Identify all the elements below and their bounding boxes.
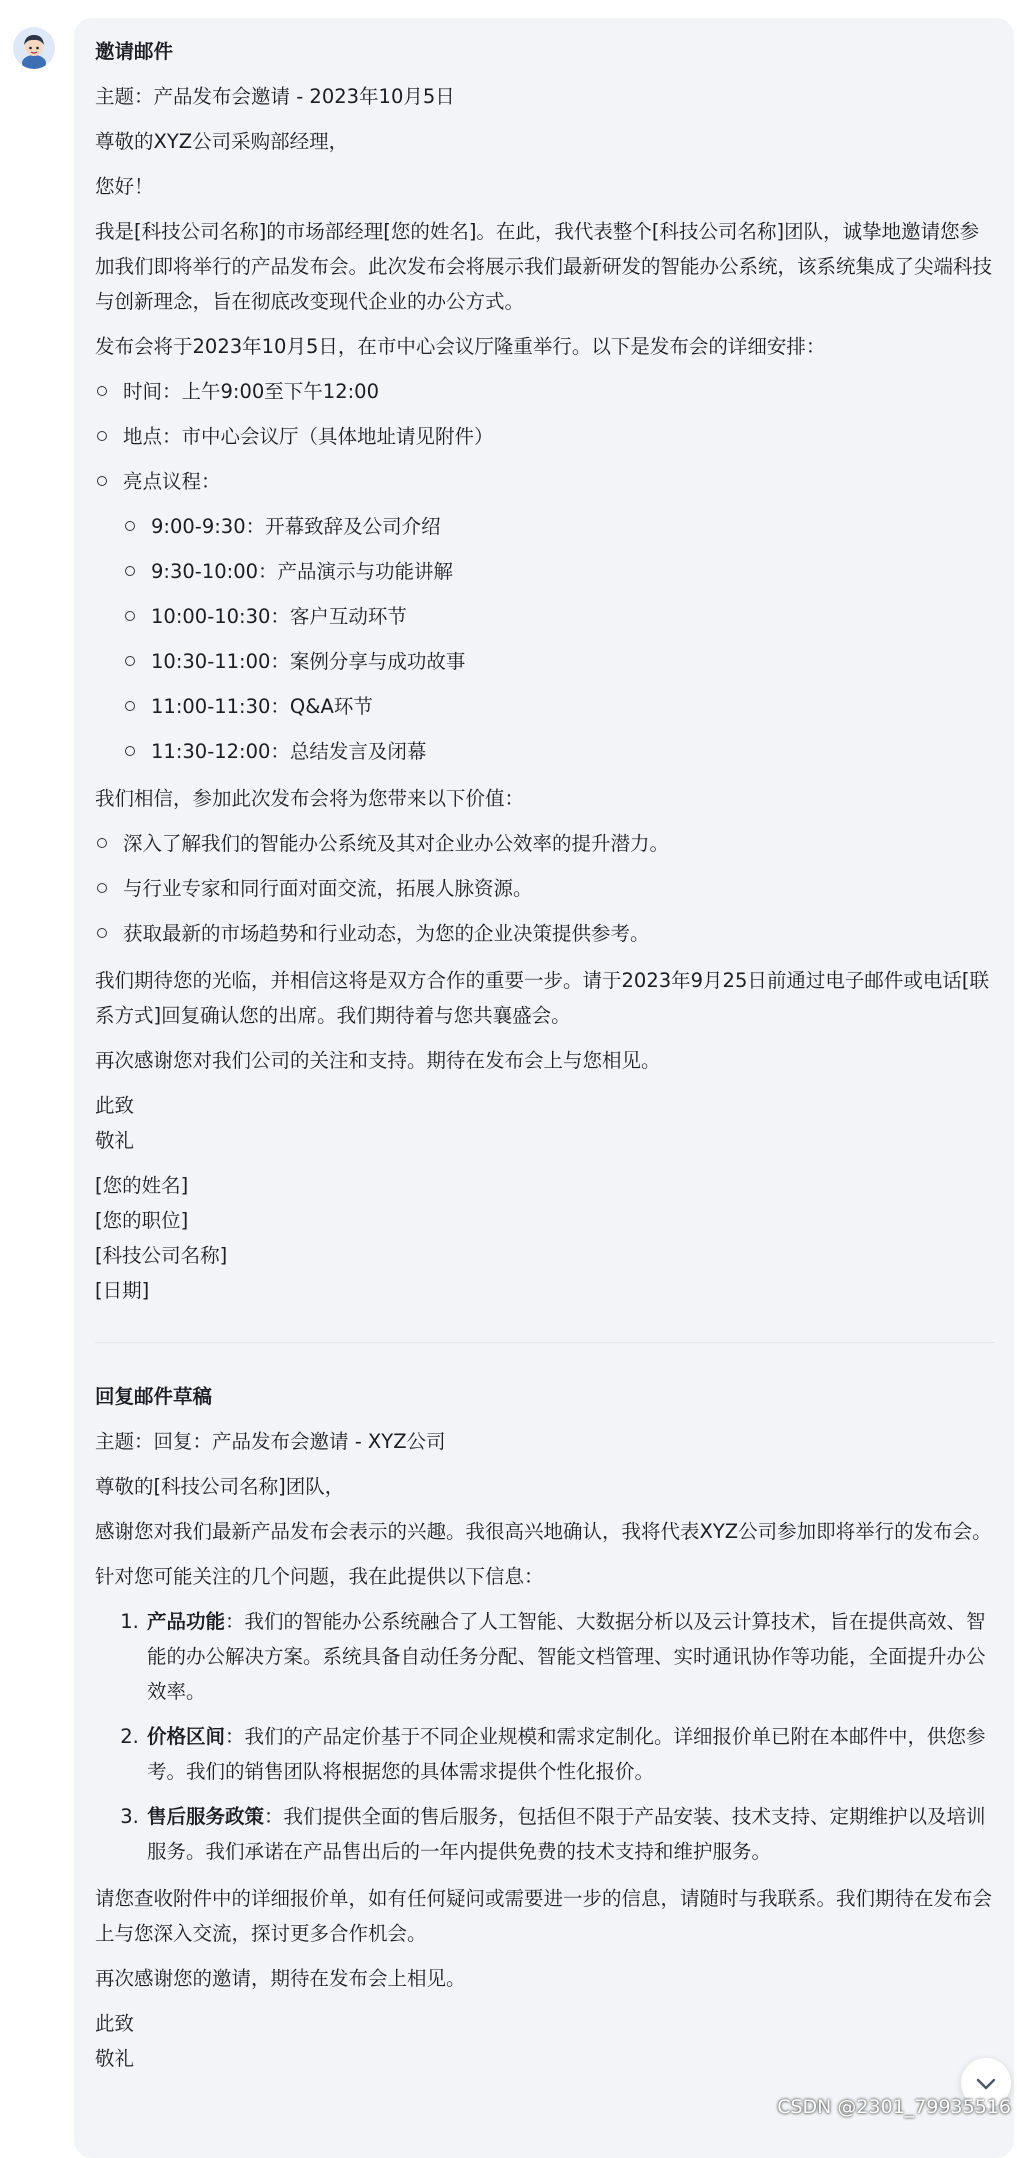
list-item: 时间：上午9:00至下午12:00 xyxy=(95,374,995,409)
invite-rsvp: 我们期待您的光临，并相信这将是双方合作的重要一步。请于2023年9月25日前通过电子邮件或电话[联系方式]回复确认您的出席。我们期待着与您共襄盛会。 xyxy=(95,969,989,1027)
reply-salutation: 尊敬的[科技公司名称]团队， xyxy=(95,1475,345,1498)
reply-confirm: 感谢您对我们最新产品发布会表示的兴趣。我很高兴地确认，我将代表XYZ公司参加即将举行的发布会。 xyxy=(95,1520,992,1543)
watermark: CSDN @2301_79935516 xyxy=(777,2096,1011,2118)
list-item: 9:00-9:30：开幕致辞及公司介绍 xyxy=(123,509,995,544)
item-text: ：我们提供全面的售后服务，包括但不限于产品安装、技术支持、定期维护以及培训服务。我们承诺在产品售出后的一年内提供免费的技术支持和维护服务。 xyxy=(147,1805,986,1863)
assistant-avatar-icon xyxy=(13,27,55,69)
reply-thanks: 再次感谢您的邀请，期待在发布会上相见。 xyxy=(95,1967,466,1990)
list-item: 11:30-12:00：总结发言及闭幕 xyxy=(123,734,995,769)
reply-info-intro: 针对您可能关注的几个问题，我在此提供以下信息： xyxy=(95,1565,544,1588)
reply-closing xyxy=(95,2006,995,2076)
list-item xyxy=(145,1719,995,1789)
closing-line: 敬礼 xyxy=(95,2047,135,2070)
reply-subject: 主题：回复：产品发布会邀请 - XYZ公司 xyxy=(95,1430,446,1453)
list-item: 10:30-11:00：案例分享与成功故事 xyxy=(123,644,995,679)
closing-line: 敬礼 xyxy=(95,1129,135,1152)
message-content xyxy=(95,34,995,2086)
list-item: 11:00-11:30：Q&A环节 xyxy=(123,689,995,724)
agenda-label: 亮点议程： xyxy=(123,470,221,493)
item-text: ：我们的产品定价基于不同企业规模和需求定制化。详细报价单已附在本邮件中，供您参考。我们的销售团队将根据您的具体需求提供个性化报价。 xyxy=(147,1725,986,1783)
schedule-list xyxy=(95,374,995,769)
closing-line: 此致 xyxy=(95,2012,135,2035)
list-item xyxy=(145,1604,995,1709)
invite-closing xyxy=(95,1088,995,1158)
item-label: 售后服务政策 xyxy=(147,1805,265,1828)
item-label: 价格区间 xyxy=(147,1725,226,1748)
invite-greeting: 您好！ xyxy=(95,175,154,198)
closing-line: 此致 xyxy=(95,1094,135,1117)
reply-info-list xyxy=(95,1604,995,1869)
agenda-list xyxy=(123,509,995,769)
reply-heading: 回复邮件草稿 xyxy=(95,1385,213,1408)
invite-heading: 邀请邮件 xyxy=(95,40,174,63)
list-item: 地点：市中心会议厅（具体地址请见附件） xyxy=(95,419,995,454)
values-list xyxy=(95,826,995,951)
list-item xyxy=(95,464,995,769)
invite-signature xyxy=(95,1168,995,1308)
list-item xyxy=(145,1799,995,1869)
invite-schedule-intro: 发布会将于2023年10月5日，在市中心会议厅隆重举行。以下是发布会的详细安排： xyxy=(95,335,826,358)
section-divider xyxy=(95,1342,995,1343)
list-item: 深入了解我们的智能办公系统及其对企业办公效率的提升潜力。 xyxy=(95,826,995,861)
invite-salutation: 尊敬的XYZ公司采购部经理， xyxy=(95,130,349,153)
signature-line: [您的姓名] xyxy=(95,1174,189,1197)
invite-value-intro: 我们相信，参加此次发布会将为您带来以下价值： xyxy=(95,787,525,810)
invite-thanks: 再次感谢您对我们公司的关注和支持。期待在发布会上与您相见。 xyxy=(95,1049,661,1072)
item-text: ：我们的智能办公系统融合了人工智能、大数据分析以及云计算技术，旨在提供高效、智能的办公解决方案。系统具备自动任务分配、智能文档管理、实时通讯协作等功能，全面提升办公效率。 xyxy=(147,1610,986,1703)
list-item: 与行业专家和同行面对面交流，拓展人脉资源。 xyxy=(95,871,995,906)
list-item: 10:00-10:30：客户互动环节 xyxy=(123,599,995,634)
signature-line: [您的职位] xyxy=(95,1209,189,1232)
reply-review: 请您查收附件中的详细报价单，如有任何疑问或需要进一步的信息，请随时与我联系。我们期待在发布会上与您深入交流，探讨更多合作机会。 xyxy=(95,1887,993,1945)
signature-line: [日期] xyxy=(95,1279,150,1302)
invite-subject: 主题：产品发布会邀请 - 2023年10月5日 xyxy=(95,85,455,108)
list-item: 获取最新的市场趋势和行业动态，为您的企业决策提供参考。 xyxy=(95,916,995,951)
signature-line: [科技公司名称] xyxy=(95,1244,228,1267)
list-item: 9:30-10:00：产品演示与功能讲解 xyxy=(123,554,995,589)
item-label: 产品功能 xyxy=(147,1610,226,1633)
invite-intro: 我是[科技公司名称]的市场部经理[您的姓名]。在此，我代表整个[科技公司名称]团队，诚挚地邀请您参加我们即将举行的产品发布会。此次发布会将展示我们最新研发的智能办公系统，该系统集成了尖端科技与创新理念，旨在彻底改变现代企业的办公方式。 xyxy=(95,220,993,313)
